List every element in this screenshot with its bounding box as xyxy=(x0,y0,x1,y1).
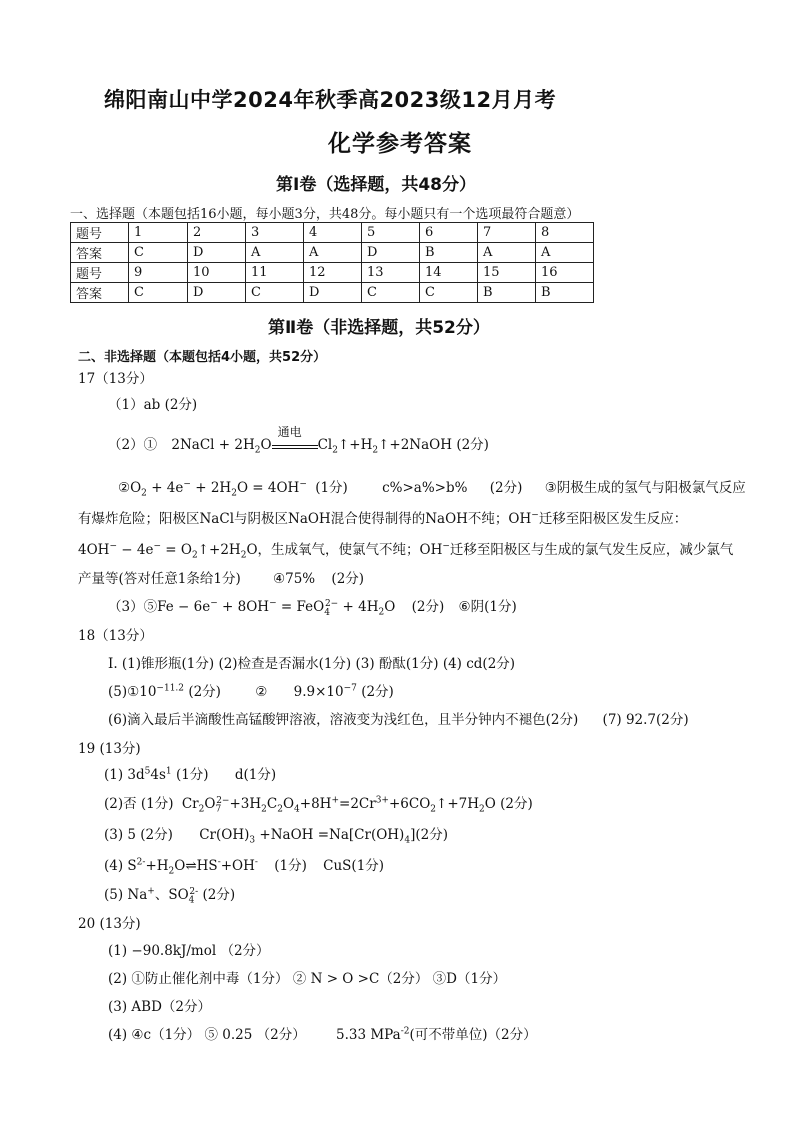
q17-reason-end: 迁移至阳极区与生成的氯气发生反应，减少氯气 xyxy=(449,542,734,558)
answer-table-cell: A xyxy=(536,243,594,263)
answer-table-cell: B xyxy=(478,283,536,303)
q17-cathode-score: (1分) xyxy=(315,480,348,496)
answer-table-cell: C xyxy=(420,283,478,303)
q20-line4-note: (可不带单位)（2分） xyxy=(409,1027,537,1043)
q19-line5-score: (2分) xyxy=(202,887,236,903)
q17-part2-prefix: （2）① xyxy=(108,437,158,453)
part2-instruction: 二、非选择题（本题包括4小题，共52分） xyxy=(78,350,327,365)
q17-reason-line4 xyxy=(78,570,364,588)
answer-table-cell: C xyxy=(129,283,188,303)
answer-table-cell: C xyxy=(129,243,188,263)
q17-reason-text-tail: 迁移至阳极区发生反应： xyxy=(538,511,688,527)
answer-table-row xyxy=(71,283,594,303)
q17-part2-score: (2分) xyxy=(456,437,489,453)
answer-table-cell: 1 xyxy=(129,223,188,243)
answer-table-cell: A xyxy=(304,243,362,263)
q18-line2: $(5)①10^{-11.2}$ (2分) ② $9.9\times 10^{-7}$ (2分) xyxy=(108,683,394,700)
part1-heading: 第Ⅰ卷（选择题，共48分） xyxy=(276,175,476,195)
q20-line2: (2) ①防止催化剂中毒（1分） ② N > O >C（2分） ③D（1分） xyxy=(108,971,507,987)
q17-concentration-order: c%>a%>b% xyxy=(382,480,468,496)
q18-ksp-value: $9.9\times 10^{-7}$ xyxy=(293,683,357,700)
answer-table-cell: 13 xyxy=(362,263,420,283)
document-subtitle: 化学参考答案 xyxy=(328,131,472,157)
answer-table-cell: D xyxy=(304,283,362,303)
answer-table-cell: C xyxy=(362,283,420,303)
q19-line4-prefix: (4) xyxy=(104,858,124,874)
q17-reason-text: 有爆炸危险；阳极区NaCl与阴极区NaOH混合使得制得的NaOH不纯； xyxy=(78,511,509,527)
q19-electron-config: $3d^54s^1$ xyxy=(127,766,172,783)
q17-reason-mid: ，生成氧气，使氯气不纯； xyxy=(257,542,420,558)
answer-table-cell: A xyxy=(478,243,536,263)
answer-table-cell: 15 xyxy=(478,263,536,283)
part1-instruction: 一、选择题（本题包括16小题，每小题3分，共48分。每小题只有一个选项最符合题意） xyxy=(70,207,580,222)
q19-dichromate-equation: $Cr_2O_7^{2-}+3H_2C_2O_4+8H^+=2Cr^{3+}+6CO_2↑+7H_2O$ xyxy=(181,795,496,815)
answer-table-cell: 5 xyxy=(362,223,420,243)
q19-line1-prefix: (1) xyxy=(104,767,124,783)
q19-hydroxide-equation: $Cr(OH)_3$ +NaOH $=Na[Cr(OH)_4]$ xyxy=(199,827,416,846)
answer-table-row-label: 答案 xyxy=(71,283,129,303)
q19-line1 xyxy=(104,766,276,784)
answer-table-row-label: 答案 xyxy=(71,243,129,263)
q17-part3-prefix: （3）⑤ xyxy=(108,599,158,615)
q19-line5-prefix: (5) xyxy=(104,887,124,903)
q17-anode-side-equation: $4OH^- - 4e^- = O_2↑+2H_2O$ xyxy=(78,541,258,561)
answer-table-row-label: 题号 xyxy=(71,223,129,243)
q17-yield: ④75% xyxy=(273,571,316,587)
q17-part3-line xyxy=(108,598,517,616)
q17-iron-equation: $Fe - 6e^- + 8OH^- = FeO_4^{2-} + 4H_2O$ xyxy=(157,598,396,618)
answer-table-cell: 10 xyxy=(188,263,246,283)
q17-cathode-equation: $②O_2 + 4e^- + 2H_2O = 4OH^-$ xyxy=(118,479,307,499)
q19-hydrolysis-equation: $S^{2-}+H_2O\rightleftharpoons HS^-+OH^-$ xyxy=(127,857,258,877)
answer-table-cell: D xyxy=(188,243,246,263)
q19-line2-prefix: (2)否 (1分) xyxy=(104,796,174,812)
answer-table-cell: C xyxy=(246,283,304,303)
q18-line2-circle2: ② xyxy=(255,684,268,700)
q17-reason-line3: $4OH^- - 4e^- = O_2↑+2H_2O$，生成氧气，使氯气不纯；OH−迁移至阳极区与生成的氯气发生反应，减少氯气 xyxy=(78,541,734,561)
q18-line2-prefix: (5)① xyxy=(108,684,140,700)
q20-kp-value: 5.33 MPa xyxy=(336,1027,401,1043)
answer-table-cell: 4 xyxy=(304,223,362,243)
q19-line1-block: d(1分) xyxy=(234,767,277,783)
answer-table-cell: B xyxy=(420,243,478,263)
q18-endpoint: (6)滴入最后半滴酸性高锰酸钾溶液，溶液变为浅红色，且半分钟内不褪色(2分) xyxy=(108,712,579,728)
answer-table-cell: 9 xyxy=(129,263,188,283)
q17-reason-start: ③阴极生成的氢气与阳极氯气反应 xyxy=(544,480,746,496)
q17-reason-note: 产量等(答对任意1条给1分) xyxy=(78,571,241,587)
q19-line4 xyxy=(104,857,384,875)
q19-line2-score: (2分) xyxy=(500,796,533,812)
answer-table-row xyxy=(71,223,594,243)
q20-line4: (4) ④c（1分） ⑤ 0.25 （2分） 5.33 MPa$^{-2}$(可不带单位)（2分） xyxy=(108,1026,537,1043)
q19-line4-precipitate: CuS(1分) xyxy=(323,858,385,874)
answer-table xyxy=(70,222,594,303)
q17-electrolysis-equation: 2NaCl + $2H_2O$ 通电 $Cl_2↑+H_2↑+2NaOH$ xyxy=(171,425,453,456)
answer-table-cell: 7 xyxy=(478,223,536,243)
q20-line1: (1) −90.8kJ/mol （2分） xyxy=(108,943,270,959)
answer-table-row xyxy=(71,243,594,263)
q19-line3-prefix: (3) 5 (2分) xyxy=(104,827,173,843)
answer-table-cell: 12 xyxy=(304,263,362,283)
answer-table-cell: A xyxy=(246,243,304,263)
q19-ions: Na+、$SO_4^{2-}$ xyxy=(127,886,199,906)
answer-table-cell: 6 xyxy=(420,223,478,243)
q17-yield-score: (2分) xyxy=(331,571,365,587)
answer-table-cell: 2 xyxy=(188,223,246,243)
q17-part3-tail: ⑥阴(1分) xyxy=(458,599,517,615)
answer-table-cell: 16 xyxy=(536,263,594,283)
q17-reason-line2: 有爆炸危险；阳极区NaCl与阴极区NaOH混合使得制得的NaOH不纯；OH−迁移至阳极区发生反应： xyxy=(78,510,688,527)
q19-line2 xyxy=(104,795,533,813)
q17-condition-label: 通电 xyxy=(277,425,302,439)
answer-table-cell: D xyxy=(188,283,246,303)
answer-table-row xyxy=(71,263,594,283)
document-title: 绵阳南山中学2024年秋季高2023级12月月考 xyxy=(104,88,557,112)
q19-line1-score: (1分) xyxy=(175,767,209,783)
q17-part3-score: (2分) xyxy=(411,599,445,615)
answer-table-cell: B xyxy=(536,283,594,303)
answer-table-row-label: 题号 xyxy=(71,263,129,283)
q20-heading: 20 (13分) xyxy=(78,916,141,932)
q19-heading: 19 (13分) xyxy=(78,741,141,757)
q18-line1: I. (1)锥形瓶(1分) (2)检查是否漏水(1分) (3) 酚酞(1分) (4) cd(2分) xyxy=(108,656,516,672)
answer-table-cell: 14 xyxy=(420,263,478,283)
part2-heading: 第Ⅱ卷（非选择题，共52分） xyxy=(268,318,490,338)
q18-purity: (7) 92.7(2分) xyxy=(602,712,689,728)
q17-part1: （1）ab (2分) xyxy=(108,397,198,413)
q17-order-score: (2分) xyxy=(489,480,523,496)
q20-line3: (3) ABD（2分） xyxy=(108,999,211,1015)
q19-line3 xyxy=(104,826,448,844)
q17-part2b-line xyxy=(118,479,746,497)
q19-line5 xyxy=(104,886,235,904)
answer-table-cell: 11 xyxy=(246,263,304,283)
q19-line4-score: (1分) xyxy=(274,858,307,874)
q20-line4-answers: (4) ④c（1分） ⑤ 0.25 （2分） xyxy=(108,1027,306,1043)
q18-line2-score1: (2分) xyxy=(188,684,221,700)
q17-heading: 17（13分） xyxy=(78,371,153,387)
q19-line3-score: (2分) xyxy=(415,827,448,843)
q18-heading: 18（13分） xyxy=(78,628,153,644)
q18-line2-score2: (2分) xyxy=(361,684,394,700)
q17-part2-line xyxy=(108,425,489,456)
q18-line3 xyxy=(108,711,689,729)
answer-table-cell: 3 xyxy=(246,223,304,243)
answer-table-cell: D xyxy=(362,243,420,263)
answer-table-cell: 8 xyxy=(536,223,594,243)
